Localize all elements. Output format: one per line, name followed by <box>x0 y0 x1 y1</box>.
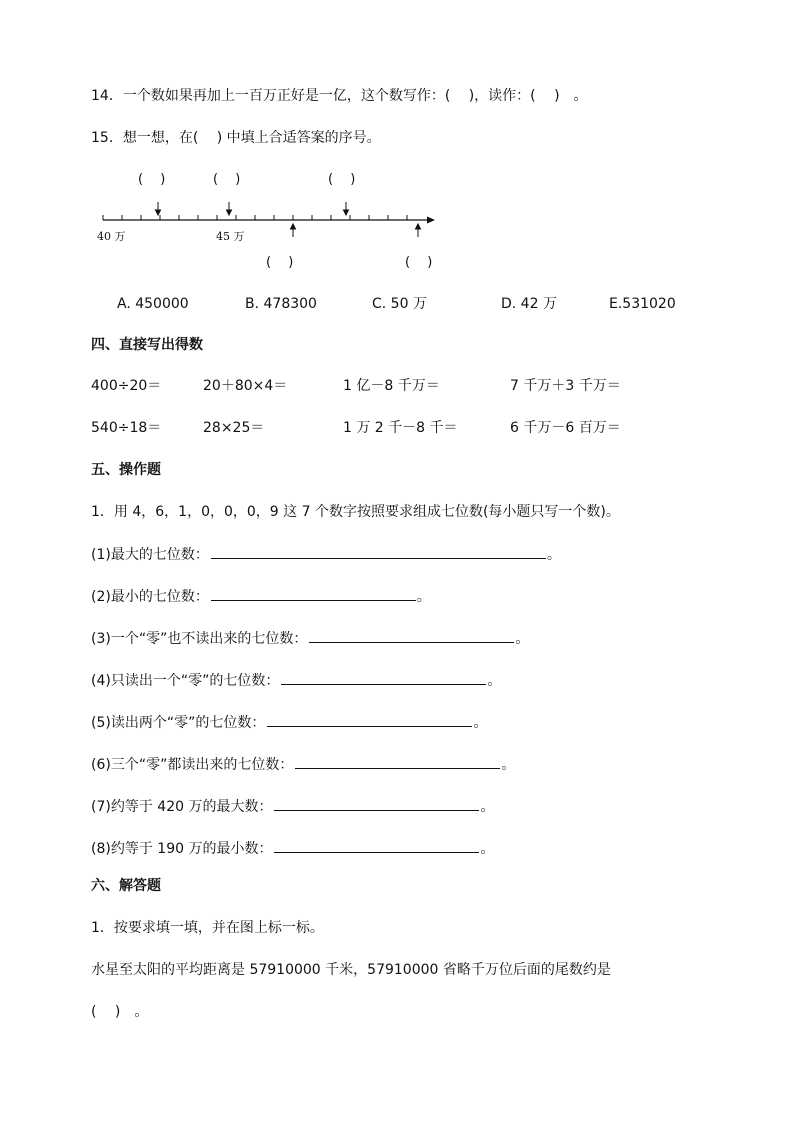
fill-item-label: (4)只读出一个“零”的七位数： <box>91 673 280 689</box>
answer-blank-top-1[interactable]: ( ) <box>138 172 166 187</box>
answer-blank-final[interactable]: ( ) 。 <box>91 1004 149 1020</box>
fill-item-5 <box>91 712 487 733</box>
period: 。 <box>480 799 495 815</box>
fill-item-label: (2)最小的七位数： <box>91 589 209 605</box>
option-e: E.531020 <box>609 296 676 312</box>
answer-line[interactable] <box>267 712 472 727</box>
calc-item: 1 万 2 千－8 千＝ <box>343 420 458 436</box>
answer-line[interactable] <box>211 544 546 559</box>
down-arrow-icon <box>156 202 349 215</box>
number-line-label-40: 40 万 <box>97 230 126 243</box>
fill-item-2 <box>91 586 431 607</box>
fill-item-label: (1)最大的七位数： <box>91 547 209 563</box>
calc-item: 6 千万－6 百万＝ <box>510 420 621 436</box>
period: 。 <box>480 841 495 857</box>
fill-item-label: (6)三个“零”都读出来的七位数： <box>91 757 294 773</box>
calc-item: 7 千万＋3 千万＝ <box>510 378 621 394</box>
fill-item-1 <box>91 544 561 565</box>
answer-blank-bottom-1[interactable]: ( ) <box>266 255 294 270</box>
period: 。 <box>473 715 488 731</box>
section-5-question-1: 1．用 4，6，1，0，0，0，9 这 7 个数字按照要求组成七位数(每小题只写一个数)。 <box>91 504 620 520</box>
answer-line[interactable] <box>309 628 514 643</box>
number-line <box>98 196 443 246</box>
section-6-text: 水星至太阳的平均距离是 57910000 千米，57910000 省略千万位后面的尾数约是 <box>91 962 611 978</box>
period: 。 <box>515 631 530 647</box>
fill-item-7 <box>91 796 494 817</box>
option-c: C. 50 万 <box>372 296 427 312</box>
fill-item-label: (7)约等于 420 万的最大数： <box>91 799 273 815</box>
option-b: B. 478300 <box>245 296 317 312</box>
period: 。 <box>501 757 516 773</box>
answer-line[interactable] <box>274 796 479 811</box>
answer-line[interactable] <box>211 586 416 601</box>
question-15: 15．想一想，在( ) 中填上合适答案的序号。 <box>91 130 381 146</box>
calc-item: 400÷20＝ <box>91 378 162 394</box>
answer-blank-top-2[interactable]: ( ) <box>213 172 241 187</box>
period: 。 <box>416 589 431 605</box>
answer-line[interactable] <box>274 838 479 853</box>
section-6-question-1: 1．按要求填一填，并在图上标一标。 <box>91 920 324 936</box>
fill-item-6 <box>91 754 515 775</box>
answer-line[interactable] <box>295 754 500 769</box>
period: 。 <box>546 547 561 563</box>
answer-blank-top-3[interactable]: ( ) <box>328 172 356 187</box>
question-14: 14．一个数如果再加上一百万正好是一亿，这个数写作：( )，读作：( ) 。 <box>91 88 588 104</box>
calc-item: 540÷18＝ <box>91 420 162 436</box>
fill-item-3 <box>91 628 529 649</box>
up-arrow-icon <box>291 224 421 237</box>
calc-item: 20＋80×4＝ <box>203 378 288 394</box>
calc-item: 1 亿－8 千万＝ <box>343 378 440 394</box>
number-line-label-45: 45 万 <box>216 230 245 243</box>
option-d: D. 42 万 <box>501 296 557 312</box>
fill-item-label: (5)读出两个“零”的七位数： <box>91 715 266 731</box>
option-a: A. 450000 <box>117 296 189 312</box>
section-6-title: 六、解答题 <box>91 878 161 894</box>
section-4-title: 四、直接写出得数 <box>91 337 203 353</box>
fill-item-label: (8)约等于 190 万的最小数： <box>91 841 273 857</box>
fill-item-8 <box>91 838 494 859</box>
answer-line[interactable] <box>281 670 486 685</box>
fill-item-label: (3)一个“零”也不读出来的七位数： <box>91 631 308 647</box>
calc-item: 28×25＝ <box>203 420 265 436</box>
fill-item-4 <box>91 670 501 691</box>
answer-blank-bottom-2[interactable]: ( ) <box>405 255 433 270</box>
section-5-title: 五、操作题 <box>91 462 161 478</box>
period: 。 <box>487 673 502 689</box>
